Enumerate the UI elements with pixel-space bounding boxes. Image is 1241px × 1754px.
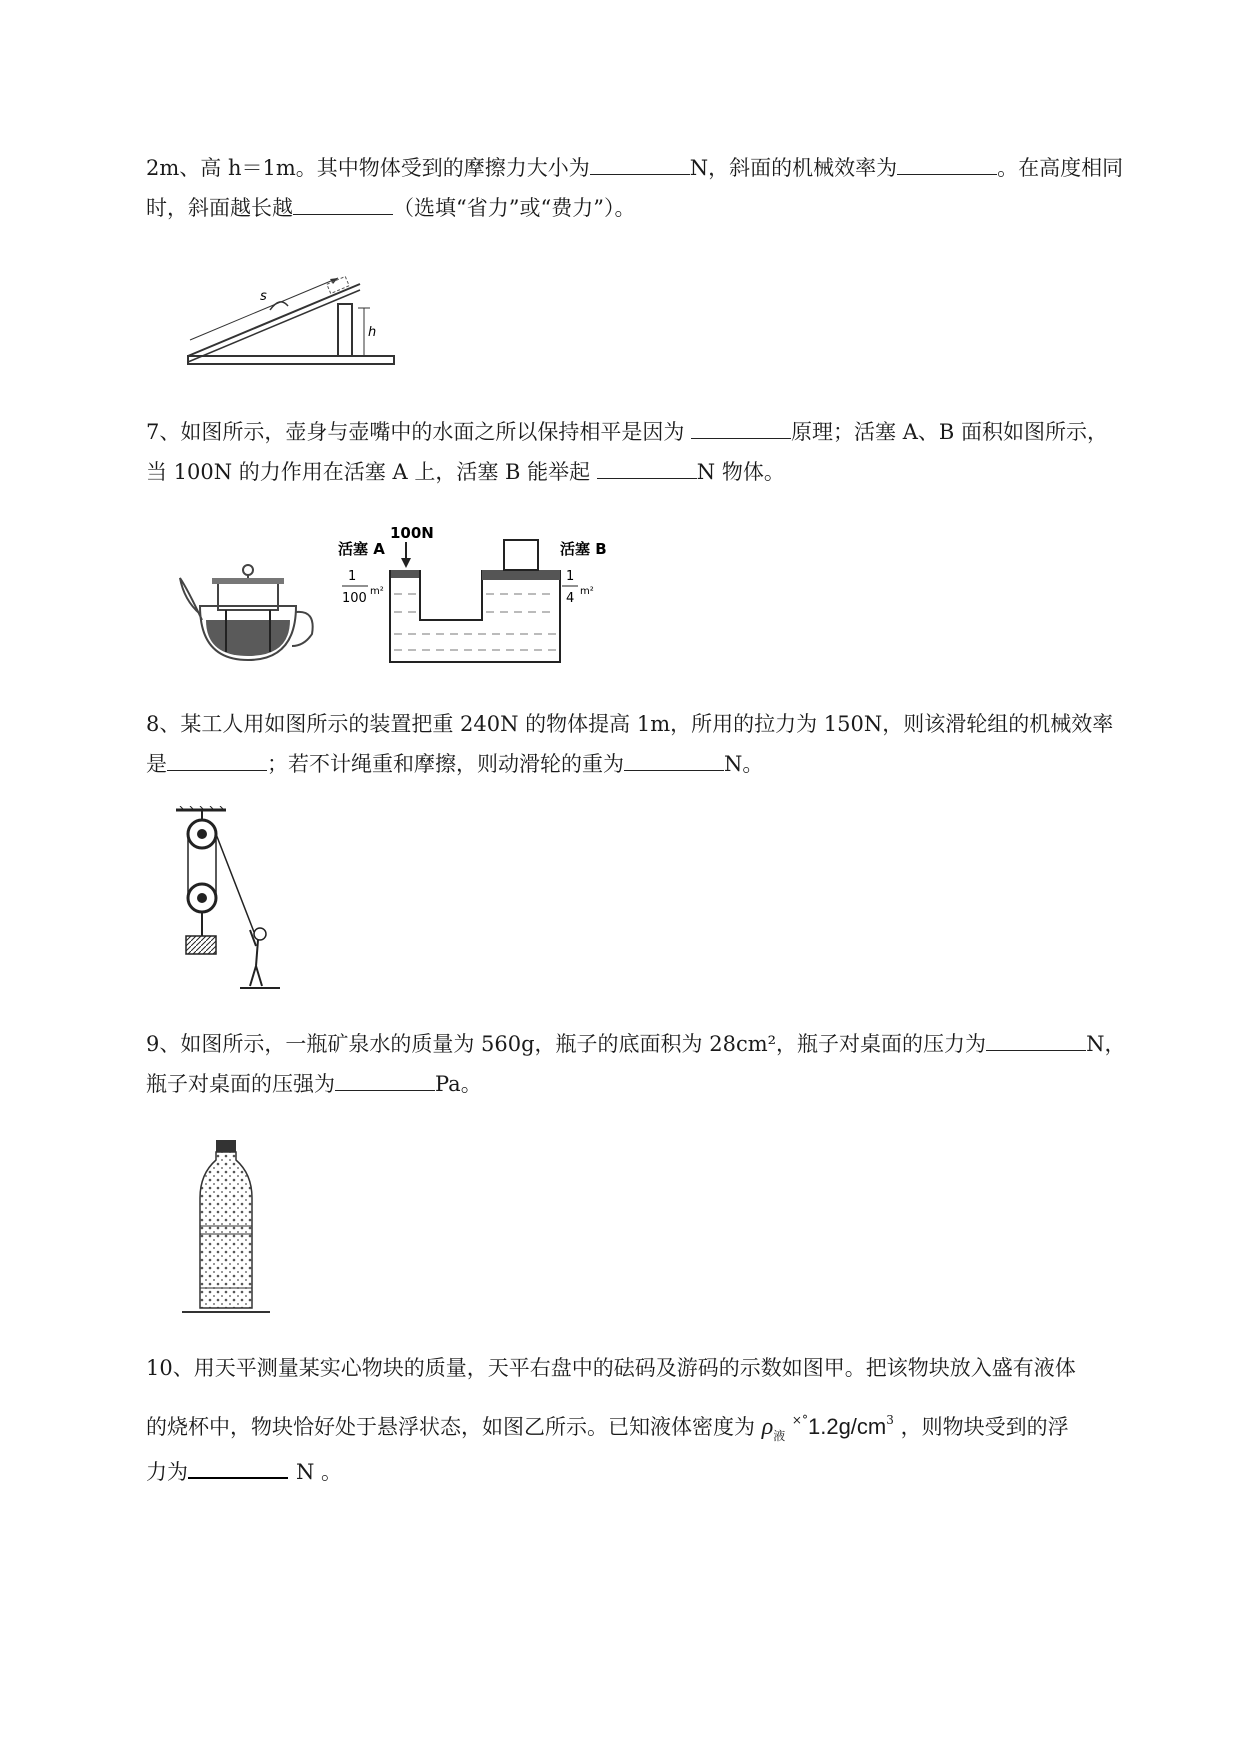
load-block <box>504 540 538 570</box>
q9-line2: 瓶子对桌面的压强为 Pa。 <box>146 1064 1158 1104</box>
answer-blank[interactable] <box>624 748 724 771</box>
area-b-denominator: 4 <box>566 591 575 606</box>
answer-blank[interactable] <box>167 748 267 771</box>
q10-line3: 力为 N 。 <box>146 1452 1158 1492</box>
worker-head <box>254 928 266 940</box>
area-b-numerator: 1 <box>566 569 575 584</box>
water-bottle-figure <box>176 1138 276 1318</box>
hydraulic-press-figure <box>338 522 608 668</box>
piston-a <box>390 570 420 578</box>
area-a-unit: m² <box>370 586 384 597</box>
bottle-body <box>200 1152 252 1308</box>
bottle-cap <box>216 1140 236 1152</box>
q8-line2: 是 ；若不计绳重和摩擦，则动滑轮的重为 N。 <box>146 744 1158 784</box>
answer-blank[interactable] <box>597 456 697 479</box>
area-b-unit: m² <box>580 586 594 597</box>
answer-blank[interactable] <box>897 152 997 175</box>
label-piston-a: 活塞 A <box>338 540 385 558</box>
pulley-system-figure <box>176 806 286 992</box>
label-piston-b: 活塞 B <box>560 540 607 558</box>
label-s: s <box>260 289 267 304</box>
load-weight <box>186 936 216 954</box>
rho-symbol: $\rho_液$ <box>761 1414 786 1443</box>
q7-line2: 当 100N 的力作用在活塞 A 上，活塞 B 能举起 N 物体。 <box>146 452 1158 492</box>
teapot-figure <box>178 560 322 666</box>
answer-blank[interactable] <box>293 192 393 215</box>
q6-line2: 时，斜面越长越 （选填“省力”或“费力”）。 <box>146 188 1158 228</box>
incline-figure <box>170 262 400 368</box>
label-h: h <box>368 325 377 340</box>
pull-rope <box>216 834 254 932</box>
answer-blank[interactable] <box>590 152 690 175</box>
q9-line1: 9、如图所示，一瓶矿泉水的质量为 560g，瓶子的底面积为 28cm²，瓶子对桌面的压力为 N， <box>146 1024 1158 1064</box>
answer-blank[interactable] <box>188 1455 288 1479</box>
q6-line1: 2m、高 h＝1m。其中物体受到的摩擦力大小为 N，斜面的机械效率为 。在高度相同 <box>146 148 1158 188</box>
area-a-denominator: 100 <box>342 591 367 606</box>
piston-b <box>482 570 560 580</box>
answer-blank[interactable] <box>691 416 791 439</box>
q10-line2: 的烧杯中，物块恰好处于悬浮状态，如图乙所示。已知液体密度为 $\rho_液$ $^{\times^\circ}1.2g/cm^3$ ，则物块受到的浮 <box>146 1413 1069 1443</box>
q7-line1: 7、如图所示，壶身与壶嘴中的水面之所以保持相平是因为 原理；活塞 A、B 面积如图所示， <box>146 412 1158 452</box>
area-a-numerator: 1 <box>348 569 357 584</box>
incline-surface <box>188 284 360 356</box>
q8-line1: 8、某工人用如图所示的装置把重 240N 的物体提高 1m，所用的拉力为 150N，则该滑轮组的机械效率 <box>146 712 1114 736</box>
density-value: 1.2g/cm <box>807 1414 887 1439</box>
answer-blank[interactable] <box>335 1068 435 1091</box>
answer-blank[interactable] <box>986 1028 1086 1051</box>
q10-line1: 10、用天平测量某实心物块的质量，天平右盘中的砝码及游码的示数如图甲。把该物块放入盛有液体 <box>146 1356 1076 1380</box>
label-force: 100N <box>390 524 434 542</box>
support-post <box>338 304 352 356</box>
